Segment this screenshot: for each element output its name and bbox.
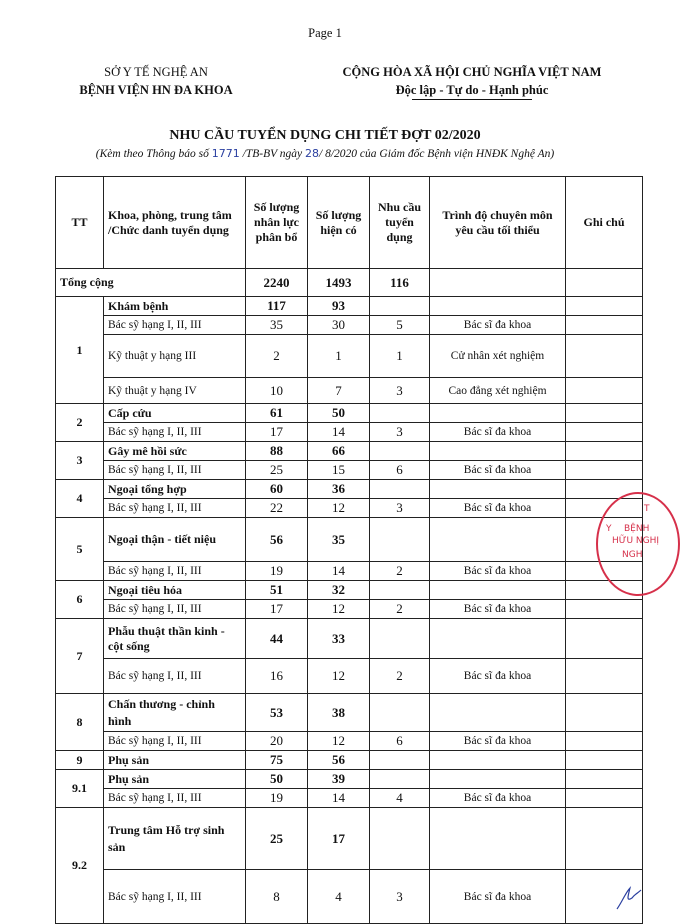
row-title: Bác sỹ hạng I, II, III	[104, 600, 246, 619]
row-qualification: Cử nhân xét nghiệm	[430, 335, 566, 378]
row-need	[370, 694, 430, 732]
row-qualification	[430, 808, 566, 870]
handwritten-day: 28	[305, 147, 320, 160]
table-row	[56, 316, 643, 335]
row-current: 17	[308, 808, 370, 870]
document-title: NHU CẦU TUYỂN DỤNG CHI TIẾT ĐỢT 02/2020	[169, 128, 481, 143]
table-header-row	[56, 177, 643, 269]
row-current: 66	[308, 442, 370, 461]
row-note	[566, 694, 643, 732]
row-need: 5	[370, 316, 430, 335]
recruitment-table	[55, 176, 643, 924]
row-allocated: 51	[246, 581, 308, 600]
row-need	[370, 770, 430, 789]
row-note	[566, 659, 643, 694]
motto-underline	[412, 99, 532, 100]
table-row	[56, 581, 643, 600]
row-allocated: 35	[246, 316, 308, 335]
total-allocated: 2240	[246, 269, 308, 297]
row-dept: Phụ sản	[104, 751, 246, 770]
row-current: 38	[308, 694, 370, 732]
row-allocated: 19	[246, 789, 308, 808]
table-row	[56, 423, 643, 442]
row-need: 3	[370, 499, 430, 518]
total-need: 116	[370, 269, 430, 297]
row-dept: Cấp cứu	[104, 404, 246, 423]
row-dept: Ngoại thận - tiết niệu	[104, 518, 246, 562]
row-qualification	[430, 480, 566, 499]
stamp-text-1: BỆNH	[624, 524, 650, 534]
document-subtitle	[0, 147, 650, 160]
row-qualification: Cao đẳng xét nghiệm	[430, 378, 566, 404]
row-tt: 6	[56, 581, 104, 619]
row-tt: 7	[56, 619, 104, 694]
row-allocated: 50	[246, 770, 308, 789]
table-row	[56, 789, 643, 808]
handwritten-number: 1771	[211, 147, 240, 160]
red-seal-stamp	[596, 492, 680, 596]
row-current: 12	[308, 499, 370, 518]
header-dept: Khoa, phòng, trung tâm /Chức danh tuyển dụng	[104, 177, 246, 269]
row-need	[370, 619, 430, 659]
row-allocated: 44	[246, 619, 308, 659]
row-tt: 2	[56, 404, 104, 442]
row-title: Bác sỹ hạng I, II, III	[104, 562, 246, 581]
row-allocated: 17	[246, 600, 308, 619]
row-dept: Phụ sản	[104, 770, 246, 789]
row-need	[370, 480, 430, 499]
table-row	[56, 770, 643, 789]
signature-mark	[614, 884, 644, 912]
row-need: 2	[370, 659, 430, 694]
total-note	[566, 269, 643, 297]
row-dept: Chấn thương - chỉnh hình	[104, 694, 246, 732]
row-allocated: 22	[246, 499, 308, 518]
row-note	[566, 808, 643, 870]
table-row	[56, 732, 643, 751]
row-note	[566, 316, 643, 335]
row-allocated: 53	[246, 694, 308, 732]
row-current: 93	[308, 297, 370, 316]
row-allocated: 56	[246, 518, 308, 562]
row-dept: Ngoại tổng hợp	[104, 480, 246, 499]
row-qualification: Bác sĩ đa khoa	[430, 870, 566, 924]
row-current: 56	[308, 751, 370, 770]
row-note	[566, 442, 643, 461]
row-qualification	[430, 751, 566, 770]
table-row	[56, 297, 643, 316]
row-note	[566, 335, 643, 378]
row-current: 14	[308, 423, 370, 442]
row-current: 7	[308, 378, 370, 404]
table-row	[56, 404, 643, 423]
row-allocated: 61	[246, 404, 308, 423]
row-qualification	[430, 694, 566, 732]
row-tt: 1	[56, 297, 104, 404]
table-row	[56, 480, 643, 499]
row-need	[370, 808, 430, 870]
nation-motto: Độc lập - Tự do - Hạnh phúc	[395, 83, 549, 97]
row-current: 30	[308, 316, 370, 335]
table-row	[56, 619, 643, 659]
row-need: 3	[370, 423, 430, 442]
row-note	[566, 751, 643, 770]
stamp-text-3: NGH	[622, 550, 643, 560]
row-qualification: Bác sĩ đa khoa	[430, 659, 566, 694]
row-need: 3	[370, 378, 430, 404]
row-current: 32	[308, 581, 370, 600]
row-qualification: Bác sĩ đa khoa	[430, 562, 566, 581]
row-need: 4	[370, 789, 430, 808]
row-note	[566, 461, 643, 480]
row-note	[566, 297, 643, 316]
row-title: Kỹ thuật y hạng III	[104, 335, 246, 378]
nation-name: CỘNG HÒA XÃ HỘI CHỦ NGHĨA VIỆT NAM	[342, 65, 602, 79]
row-current: 14	[308, 789, 370, 808]
row-current: 39	[308, 770, 370, 789]
row-need	[370, 751, 430, 770]
row-qualification	[430, 442, 566, 461]
row-current: 50	[308, 404, 370, 423]
row-allocated: 88	[246, 442, 308, 461]
row-note	[566, 619, 643, 659]
row-tt: 9	[56, 751, 104, 770]
table-row	[56, 378, 643, 404]
table-row	[56, 870, 643, 924]
table-row	[56, 659, 643, 694]
row-dept: Phẫu thuật thần kinh - cột sống	[104, 619, 246, 659]
row-note	[566, 732, 643, 751]
header-tt: TT	[56, 177, 104, 269]
stamp-text-4: Y	[606, 524, 612, 534]
row-allocated: 10	[246, 378, 308, 404]
row-qualification: Bác sĩ đa khoa	[430, 600, 566, 619]
row-qualification	[430, 581, 566, 600]
row-allocated: 75	[246, 751, 308, 770]
row-qualification	[430, 619, 566, 659]
table-row	[56, 442, 643, 461]
row-title: Bác sỹ hạng I, II, III	[104, 499, 246, 518]
row-need	[370, 404, 430, 423]
row-dept: Trung tâm Hỗ trợ sinh sản	[104, 808, 246, 870]
row-current: 12	[308, 732, 370, 751]
row-current: 1	[308, 335, 370, 378]
row-note	[566, 600, 643, 619]
row-need	[370, 442, 430, 461]
row-need	[370, 297, 430, 316]
row-title: Bác sỹ hạng I, II, III	[104, 789, 246, 808]
header-note: Ghi chú	[566, 177, 643, 269]
row-current: 15	[308, 461, 370, 480]
row-dept: Khám bệnh	[104, 297, 246, 316]
row-allocated: 2	[246, 335, 308, 378]
subtitle-part1: (Kèm theo Thông báo số	[95, 148, 212, 160]
row-current: 33	[308, 619, 370, 659]
row-allocated: 117	[246, 297, 308, 316]
row-qualification	[430, 518, 566, 562]
row-allocated: 20	[246, 732, 308, 751]
table-row	[56, 600, 643, 619]
row-current: 35	[308, 518, 370, 562]
row-title: Bác sỹ hạng I, II, III	[104, 870, 246, 924]
row-note	[566, 770, 643, 789]
subtitle-part3: / 8/2020 của Giám đốc Bệnh viện HNĐK Nghệ An)	[319, 148, 555, 160]
row-allocated: 25	[246, 461, 308, 480]
row-title: Kỹ thuật y hạng IV	[104, 378, 246, 404]
row-need: 6	[370, 461, 430, 480]
row-qualification	[430, 297, 566, 316]
row-allocated: 8	[246, 870, 308, 924]
stamp-text-2: HỮU NGHỊ	[612, 536, 660, 546]
total-row	[56, 269, 643, 297]
table-row	[56, 518, 643, 562]
row-allocated: 60	[246, 480, 308, 499]
row-qualification	[430, 404, 566, 423]
table-row	[56, 335, 643, 378]
table-row	[56, 751, 643, 770]
row-need: 6	[370, 732, 430, 751]
header-need: Nhu cầu tuyển dụng	[370, 177, 430, 269]
row-current: 14	[308, 562, 370, 581]
table-row	[56, 694, 643, 732]
row-qualification: Bác sĩ đa khoa	[430, 461, 566, 480]
row-note	[566, 789, 643, 808]
row-tt: 9.1	[56, 770, 104, 808]
row-title: Bác sỹ hạng I, II, III	[104, 461, 246, 480]
row-qualification: Bác sĩ đa khoa	[430, 316, 566, 335]
header-current: Số lượng hiện có	[308, 177, 370, 269]
row-note	[566, 378, 643, 404]
row-title: Bác sỹ hạng I, II, III	[104, 659, 246, 694]
page-label: Page 1	[308, 26, 342, 40]
row-need: 2	[370, 600, 430, 619]
org-hospital: BỆNH VIỆN HN ĐA KHOA	[79, 83, 233, 97]
row-allocated: 19	[246, 562, 308, 581]
row-tt: 8	[56, 694, 104, 751]
row-need: 1	[370, 335, 430, 378]
row-allocated: 16	[246, 659, 308, 694]
table-row	[56, 808, 643, 870]
row-need	[370, 581, 430, 600]
header-qualification: Trình độ chuyên môn yêu cầu tối thiểu	[430, 177, 566, 269]
total-current: 1493	[308, 269, 370, 297]
row-need: 2	[370, 562, 430, 581]
org-department: SỞ Y TẾ NGHỆ AN	[104, 65, 208, 79]
row-dept: Ngoại tiêu hóa	[104, 581, 246, 600]
row-title: Bác sỹ hạng I, II, III	[104, 732, 246, 751]
row-qualification: Bác sĩ đa khoa	[430, 789, 566, 808]
row-qualification	[430, 770, 566, 789]
row-need	[370, 518, 430, 562]
total-qualification	[430, 269, 566, 297]
row-tt: 5	[56, 518, 104, 581]
row-tt: 9.2	[56, 808, 104, 924]
row-allocated: 25	[246, 808, 308, 870]
row-note	[566, 404, 643, 423]
row-qualification: Bác sĩ đa khoa	[430, 732, 566, 751]
table-row	[56, 499, 643, 518]
row-tt: 3	[56, 442, 104, 480]
total-label: Tổng cộng	[56, 269, 246, 297]
row-current: 36	[308, 480, 370, 499]
table-row	[56, 562, 643, 581]
row-current: 12	[308, 659, 370, 694]
row-note	[566, 423, 643, 442]
subtitle-part2: /TB-BV ngày	[239, 148, 306, 160]
row-title: Bác sỹ hạng I, II, III	[104, 423, 246, 442]
row-dept: Gây mê hồi sức	[104, 442, 246, 461]
organization-header	[58, 63, 254, 99]
nation-header	[322, 63, 622, 100]
row-title: Bác sỹ hạng I, II, III	[104, 316, 246, 335]
row-qualification: Bác sĩ đa khoa	[430, 423, 566, 442]
row-allocated: 17	[246, 423, 308, 442]
row-qualification: Bác sĩ đa khoa	[430, 499, 566, 518]
row-current: 12	[308, 600, 370, 619]
table-row	[56, 461, 643, 480]
row-tt: 4	[56, 480, 104, 518]
stamp-text-5: T	[644, 504, 650, 514]
header-allocated: Số lượng nhân lực phân bổ	[246, 177, 308, 269]
row-need: 3	[370, 870, 430, 924]
row-current: 4	[308, 870, 370, 924]
